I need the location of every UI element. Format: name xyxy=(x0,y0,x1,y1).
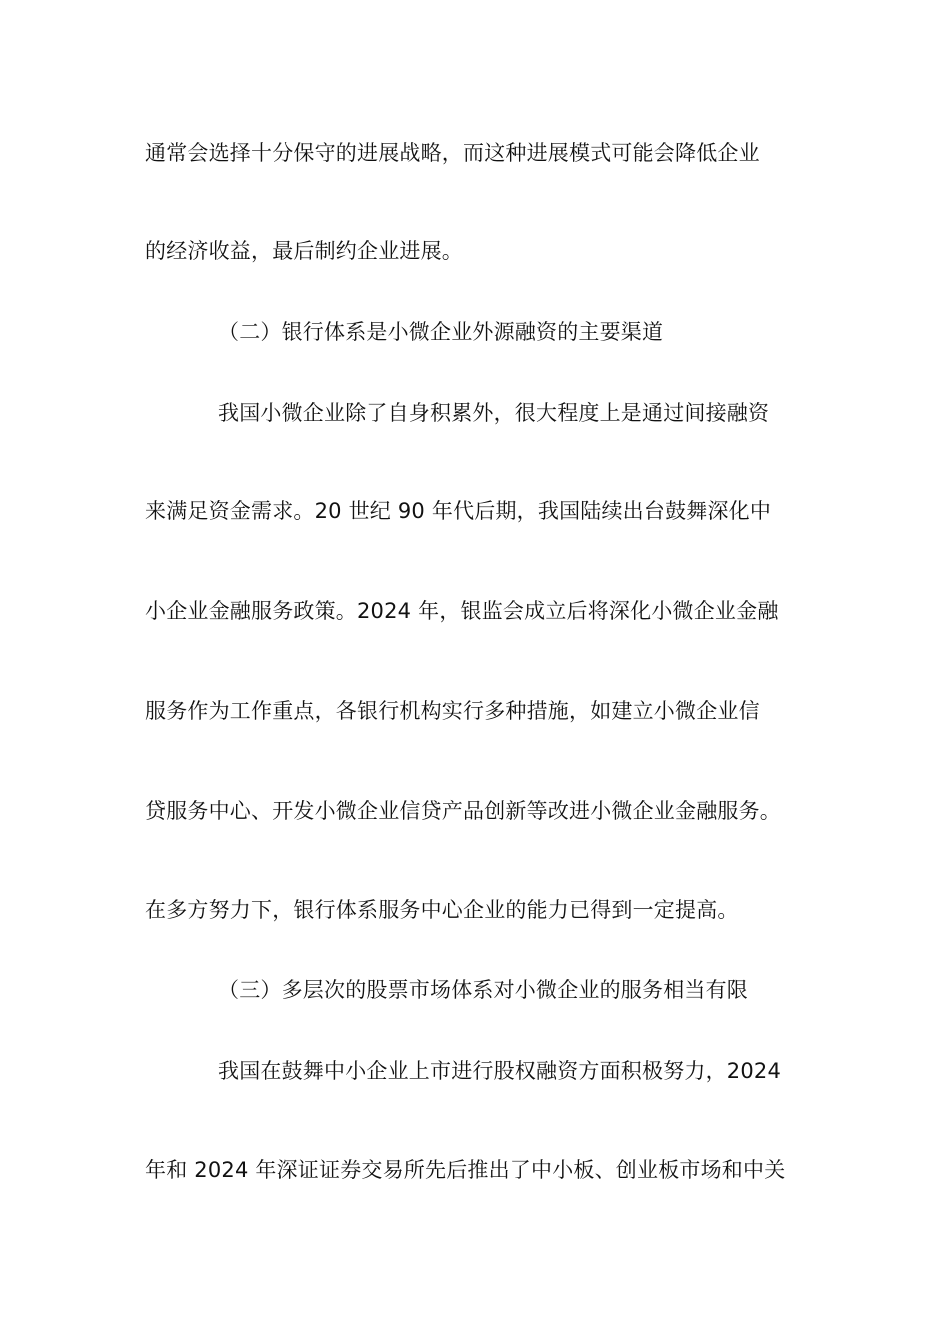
paragraph-line: 的经济收益，最后制约企业进展。 xyxy=(145,239,463,263)
paragraph-line: 通常会选择十分保守的进展战略，而这种进展模式可能会降低企业 xyxy=(145,141,760,165)
paragraph-line: 我国小微企业除了自身积累外，很大程度上是通过间接融资 xyxy=(218,401,770,425)
paragraph-line: 贷服务中心、开发小微企业信贷产品创新等改进小微企业金融服务。 xyxy=(145,799,781,823)
paragraph-line: 我国在鼓舞中小企业上市进行股权融资方面积极努力，2024 xyxy=(218,1059,782,1083)
paragraph-line: 来满足资金需求。20 世纪 90 年代后期，我国陆续出台鼓舞深化中 xyxy=(145,499,772,523)
paragraph-line: 小企业金融服务政策。2024 年，银监会成立后将深化小微企业金融 xyxy=(145,599,779,623)
section-heading-2: （二）银行体系是小微企业外源融资的主要渠道 xyxy=(218,320,664,344)
paragraph-line: 在多方努力下，银行体系服务中心企业的能力已得到一定提高。 xyxy=(145,898,739,922)
paragraph-line: 服务作为工作重点，各银行机构实行多种措施，如建立小微企业信 xyxy=(145,699,760,723)
paragraph-line: 年和 2024 年深证证券交易所先后推出了中小板、创业板市场和中关 xyxy=(145,1158,786,1182)
section-heading-3: （三）多层次的股票市场体系对小微企业的服务相当有限 xyxy=(218,978,748,1002)
